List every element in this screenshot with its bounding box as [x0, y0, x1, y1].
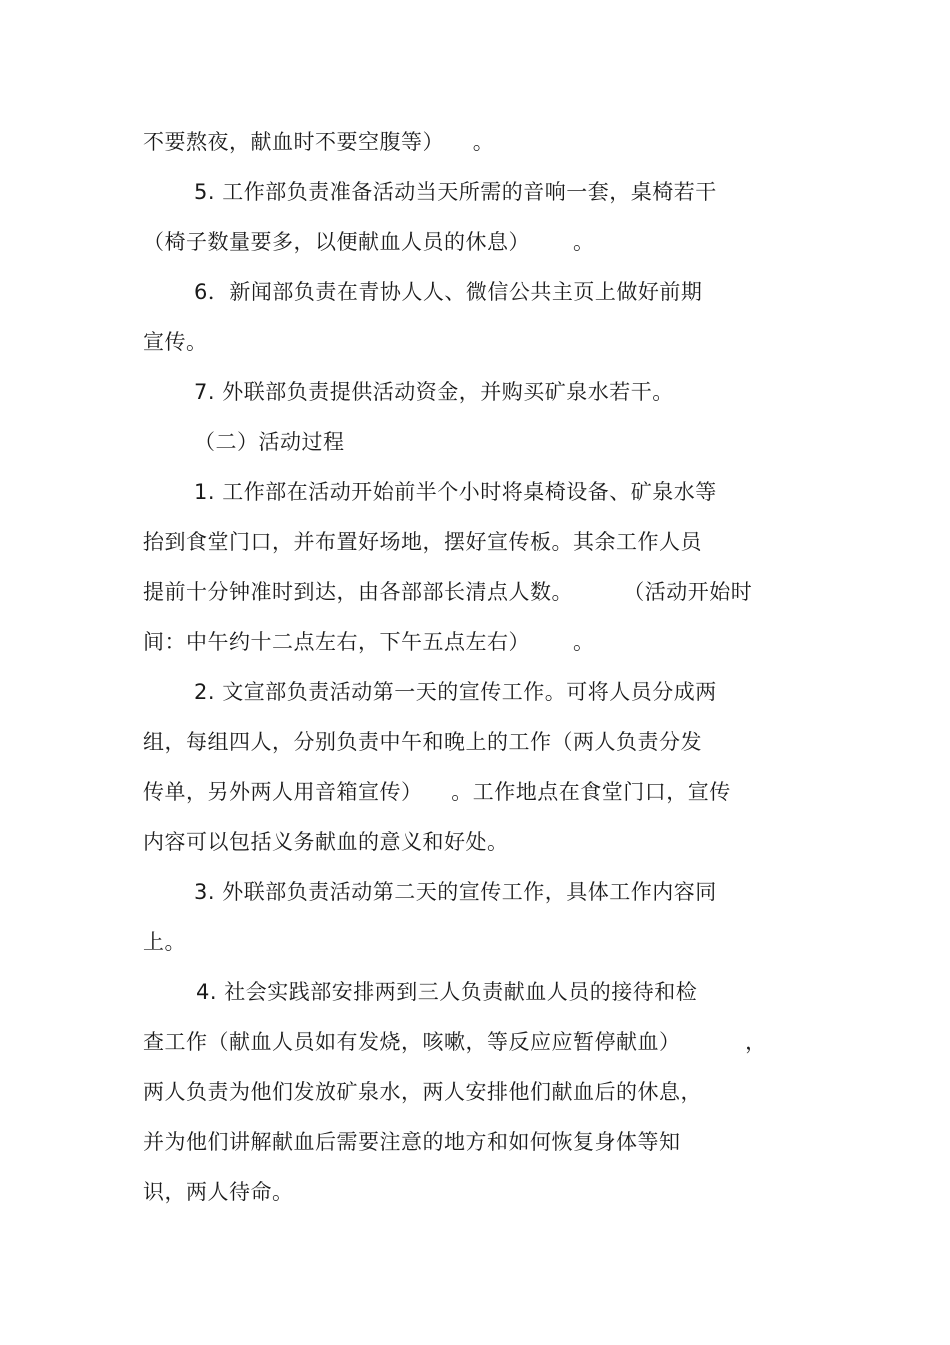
text-line: （椅子数量要多，以便献血人员的休息） 。 [143, 230, 595, 254]
text-line: 间：中午约十二点左右，下午五点左右） 。 [143, 630, 595, 654]
text-line: 识，两人待命。 [143, 1180, 294, 1204]
text-line: 不要熬夜，献血时不要空腹等） 。 [143, 130, 495, 154]
text-line: 4. 社会实践部安排两到三人负责献血人员的接待和检 [196, 980, 698, 1004]
text-line: 5. 工作部负责准备活动当天所需的音响一套，桌椅若干 [194, 180, 717, 204]
text-line: 组，每组四人，分别负责中午和晚上的工作（两人负责分发 [143, 730, 702, 754]
text-line: 传单，另外两人用音箱宣传） 。工作地点在食堂门口，宣传 [143, 780, 731, 804]
section-heading: （二）活动过程 [194, 430, 345, 454]
text-line: 两人负责为他们发放矿泉水，两人安排他们献血后的休息， [143, 1080, 702, 1104]
text-line: 提前十分钟准时到达，由各部部长清点人数。 （活动开始时 [143, 580, 753, 604]
text-line: 宣传。 [143, 330, 208, 354]
text-line: 并为他们讲解献血后需要注意的地方和如何恢复身体等知 [143, 1130, 681, 1154]
text-line: 抬到食堂门口，并布置好场地，摆好宣传板。其余工作人员 [143, 530, 702, 554]
text-line: 7. 外联部负责提供活动资金，并购买矿泉水若干。 [194, 380, 674, 404]
text-line: 3. 外联部负责活动第二天的宣传工作，具体工作内容同 [194, 880, 717, 904]
text-line: 查工作（献血人员如有发烧，咳嗽，等反应应暂停献血） ， [143, 1030, 767, 1054]
text-line: 内容可以包括义务献血的意义和好处。 [143, 830, 509, 854]
text-line: 上。 [143, 930, 186, 954]
text-line: 1. 工作部在活动开始前半个小时将桌椅设备、矿泉水等 [194, 480, 717, 504]
text-line: 6．新闻部负责在青协人人、微信公共主页上做好前期 [194, 280, 703, 304]
text-line: 2. 文宣部负责活动第一天的宣传工作。可将人员分成两 [194, 680, 717, 704]
